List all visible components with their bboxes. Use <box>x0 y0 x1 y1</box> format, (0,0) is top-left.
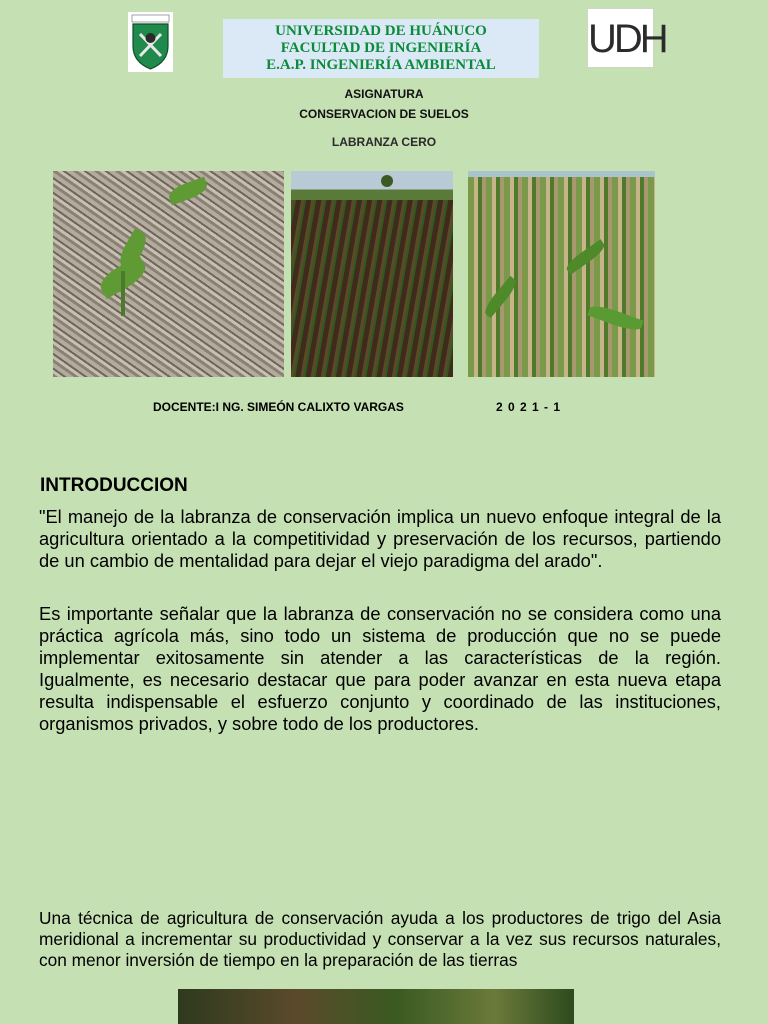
no-till-seedling-photo <box>53 171 284 377</box>
course-label: ASIGNATURA <box>344 87 424 101</box>
teacher-name: DOCENTE:I NG. SIMEÓN CALIXTO VARGAS <box>153 400 404 414</box>
intro-paragraph-1: "El manejo de la labranza de conservación implica un nuevo enfoque integral de la agricultura orientado a la competitividad y preservación de los recursos, partiendo de un cambio de mentalidad para dejar el viejo paradigma del arado". <box>39 506 721 571</box>
topic-title: LABRANZA CERO <box>331 135 437 149</box>
university-crest-icon <box>128 12 173 72</box>
academic-period: 2 0 2 1 - 1 <box>496 400 562 414</box>
faculty-name: FACULTAD DE INGENIERÍA <box>280 40 482 56</box>
school-name: E.A.P. INGENIERÍA AMBIENTAL <box>266 57 496 73</box>
course-name: CONSERVACION DE SUELOS <box>299 107 469 121</box>
udh-logo-icon: UDH <box>587 8 654 68</box>
intro-paragraph-2: Es importante señalar que la labranza de conservación no se considera como una práctica agrícola más, sino todo un sistema de producción que no se puede implementar exitosamente sin atender a las características de la región. Igualmente, es necesario destacar que para poder avanzar en esta nueva etapa resulta indispensable el esfuerzo conjunto y coordinado de las instituciones, organismos privados, y sobre todo de los productores. <box>39 603 721 734</box>
university-header <box>223 19 539 78</box>
wheat-field-photo <box>178 989 574 1024</box>
intro-paragraph-3: Una técnica de agricultura de conservación ayuda a los productores de trigo del Asia meridional a incrementar su productividad y conservar a la vez sus recursos naturales, con menor inversión de tiempo en la preparación de las tierras <box>39 908 721 970</box>
planted-field-photo <box>291 171 453 377</box>
corn-rows-photo <box>468 171 655 377</box>
section-heading: INTRODUCCION <box>40 475 188 496</box>
university-name: UNIVERSIDAD DE HUÁNUCO <box>275 23 487 39</box>
